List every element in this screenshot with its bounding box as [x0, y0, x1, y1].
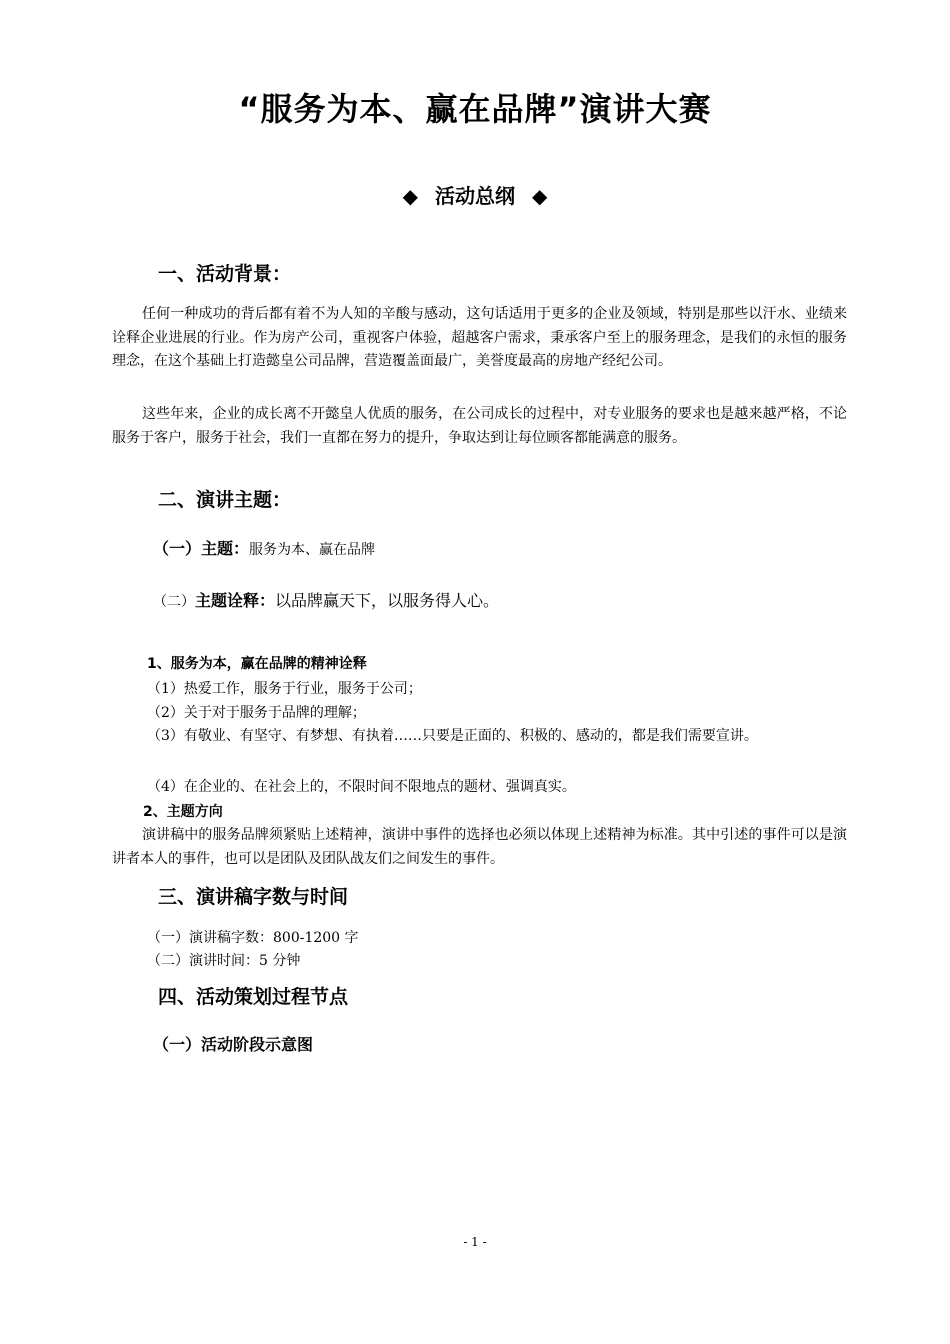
page-number: - 1 - — [463, 1235, 487, 1249]
paragraph-background-2: 这些年来，企业的成长离不开懿皇人优质的服务，在公司成长的过程中，对专业服务的要求也是越来越严格，不论服务于客户，服务于社会，我们一直都在努力的提升，争取达到让每位顾客都能满意的服务。 — [112, 406, 847, 446]
theme-interpretation-line — [153, 588, 499, 611]
time-item: （二）演讲时间：5 分钟 — [147, 953, 301, 969]
point1-heading: 1、服务为本，赢在品牌的精神诠释 — [147, 656, 367, 672]
theme-value: 服务为本、赢在品牌 — [249, 542, 376, 558]
point2-paragraph: 演讲稿中的服务品牌须紧贴上述精神，演讲中事件的选择也必须以体现上述精神为标准。其中引述的事件可以是演讲者本人的事件，也可以是团队及团队战友们之间发生的事件。 — [112, 827, 847, 867]
length-item: （一）演讲稿字数：800-1200 字 — [147, 930, 359, 946]
point2-heading: 2、主题方向 — [143, 804, 223, 820]
stage-diagram-heading: （一）活动阶段示意图 — [153, 1035, 314, 1054]
diamond-icon: ◆ — [402, 184, 419, 208]
theme-label: （一）主题： — [153, 539, 250, 558]
heading-theme: 二、演讲主题： — [158, 489, 292, 511]
theme-line — [153, 536, 375, 559]
paragraph-background-1: 任何一种成功的背后都有着不为人知的辛酸与感动，这句话适用于更多的企业及领域，特别是那些以汗水、业绩来诠释企业进展的行业。作为房产公司，重视客户体验，超越客户需求，秉承客户至上的服务理念，是我们的永恒的服务理念，在这个基础上打造懿皇公司品牌，营造覆盖面最广，美誉度最高的房地产经纪公司。 — [112, 306, 847, 369]
section-subtitle — [0, 180, 950, 209]
document-title: “服务为本、赢在品牌”演讲大赛 — [238, 90, 712, 128]
diamond-icon: ◆ — [531, 184, 548, 208]
point1-item-4: （4）在企业的、在社会上的，不限时间不限地点的题材、强调真实。 — [147, 779, 576, 795]
point1-item-3: （3）有敬业、有坚守、有梦想、有执着……只要是正面的、积极的、感动的，都是我们需要宣讲。 — [147, 728, 758, 744]
point1-item-2: （2）关于对于服务于品牌的理解； — [147, 705, 366, 721]
interpretation-prefix: （二） — [153, 594, 195, 610]
heading-background: 一、活动背景： — [158, 263, 292, 285]
heading-process-nodes: 四、活动策划过程节点 — [158, 986, 349, 1008]
subtitle-text: 活动总纲 — [435, 184, 515, 208]
interpretation-value: 以品牌赢天下，以服务得人心。 — [275, 591, 500, 610]
heading-length-time: 三、演讲稿字数与时间 — [158, 886, 349, 908]
point1-item-1: （1）热爱工作，服务于行业，服务于公司； — [147, 681, 422, 697]
interpretation-label: 主题诠释： — [195, 591, 276, 610]
